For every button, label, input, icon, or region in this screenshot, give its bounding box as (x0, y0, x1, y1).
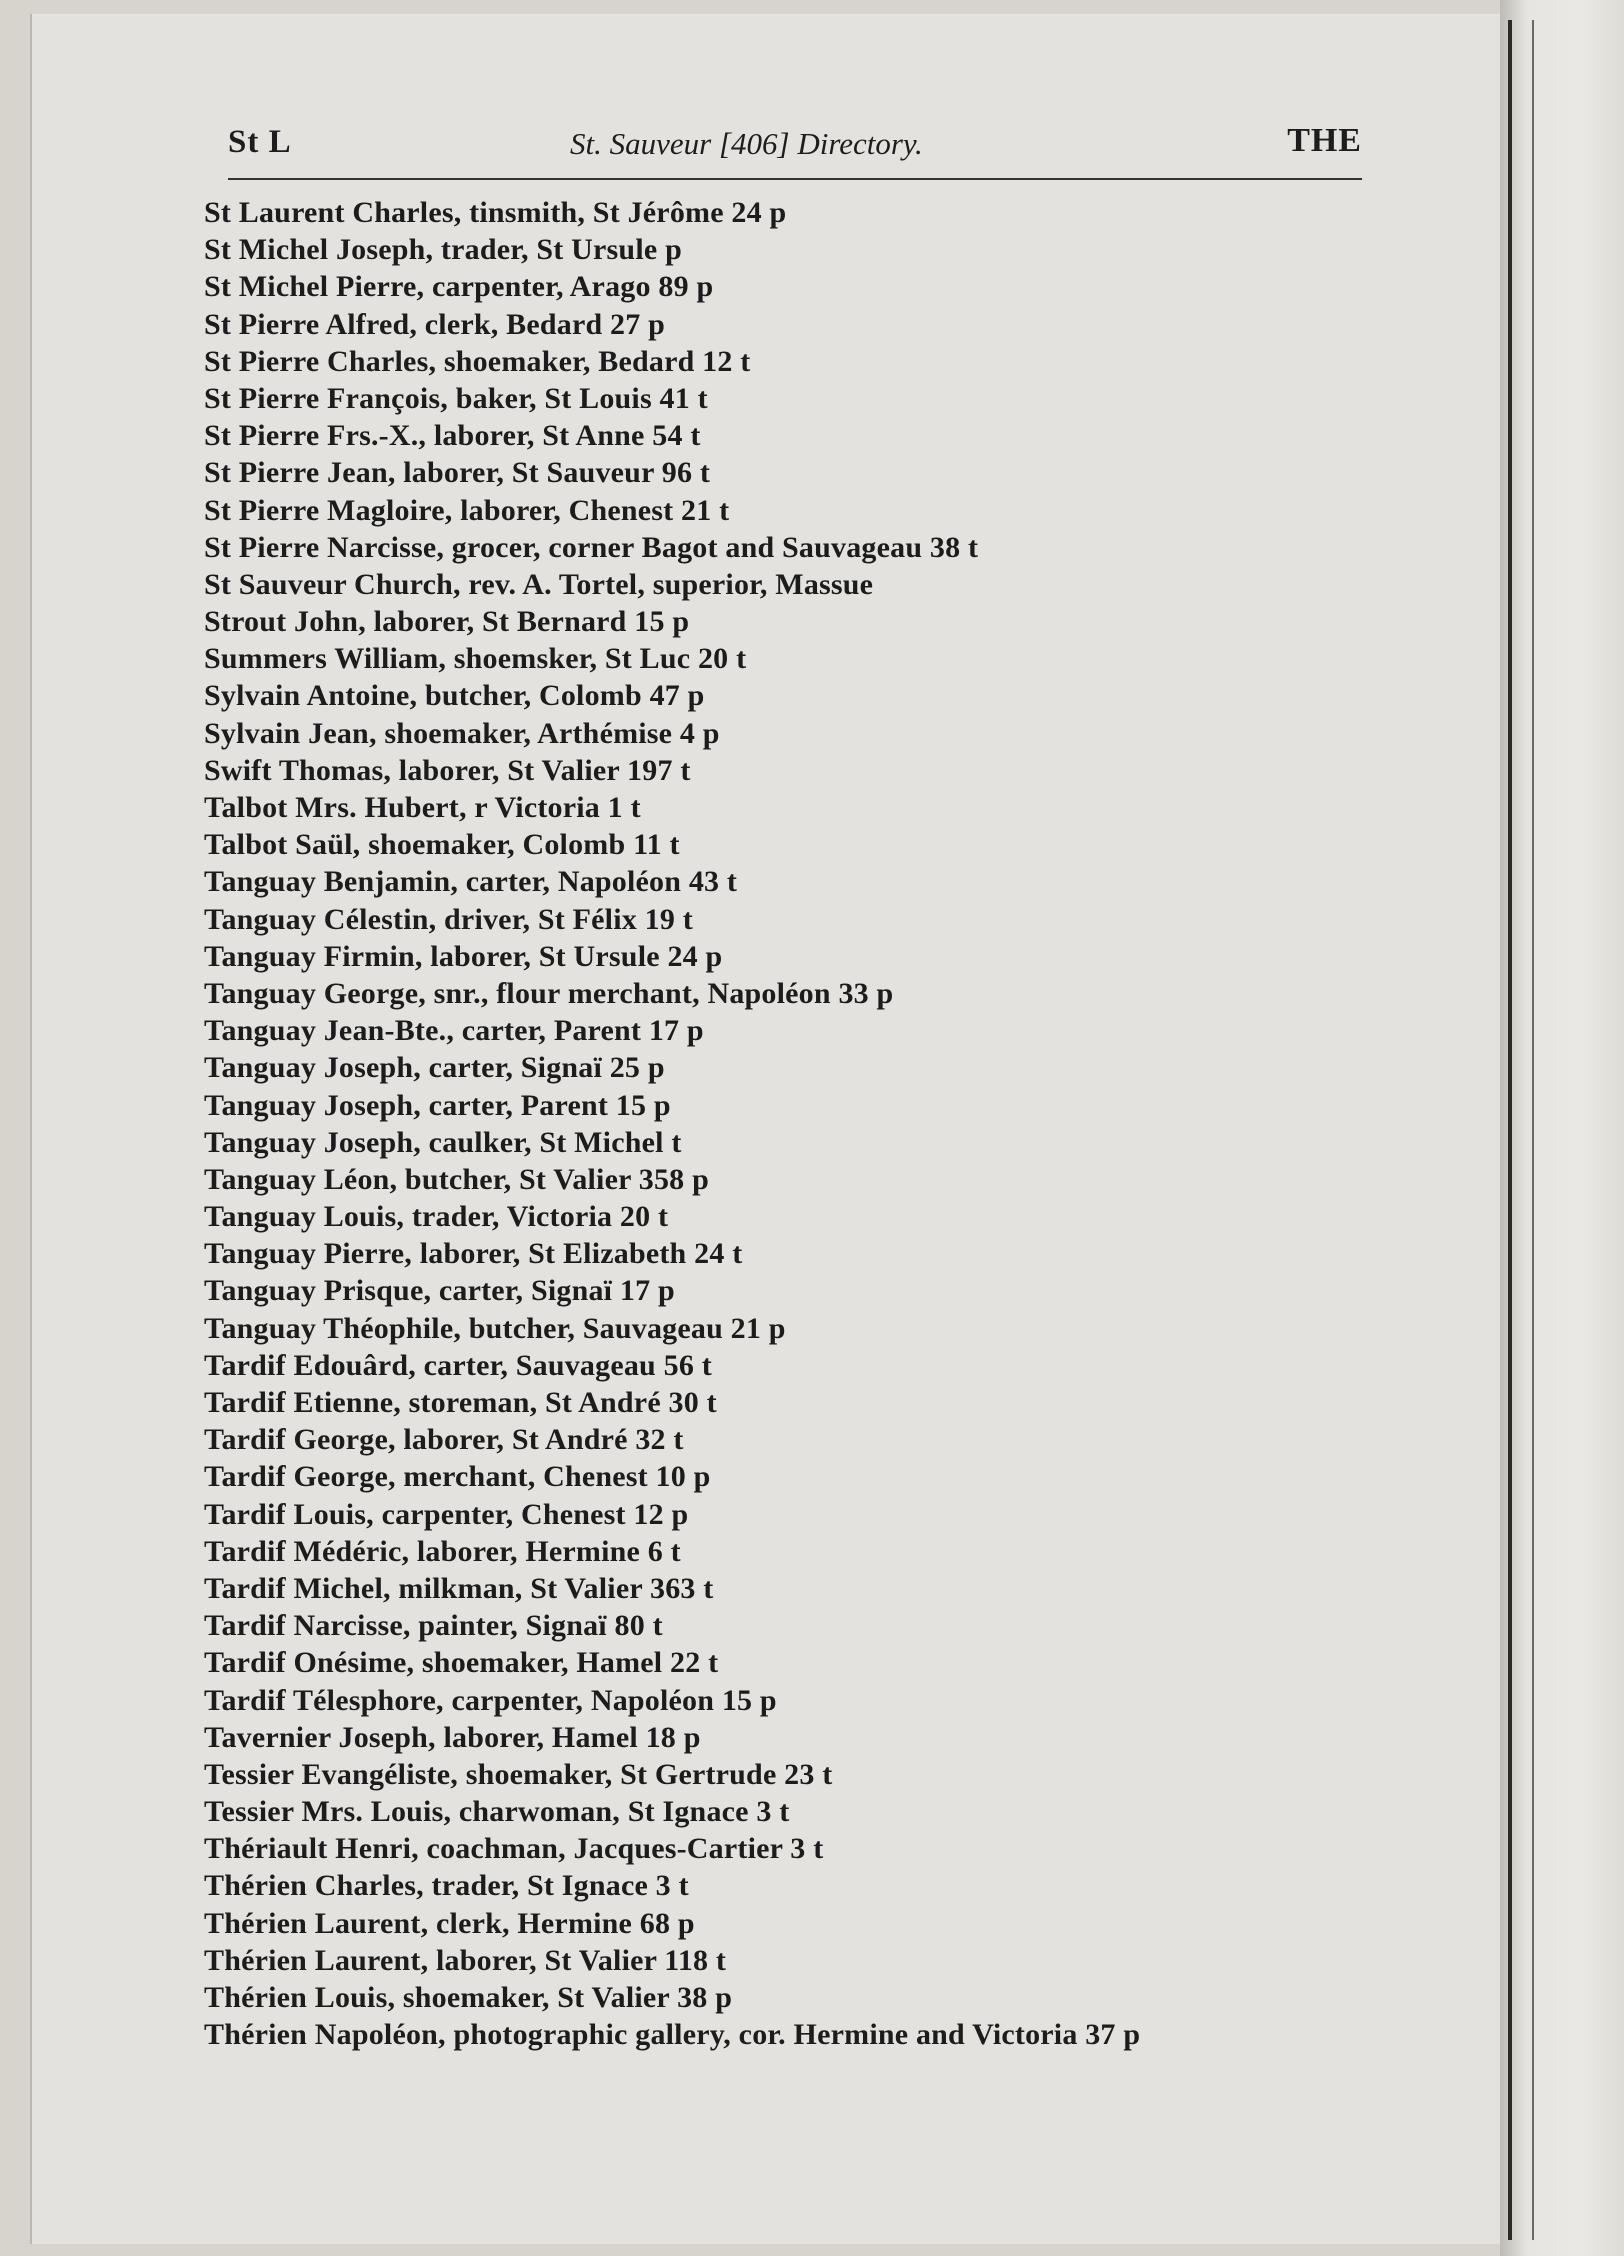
directory-entry: St Pierre Magloire, laborer, Chenest 21 t (204, 493, 730, 527)
directory-entry: St Michel Joseph, trader, St Ursule p (204, 233, 682, 267)
binding-line-secondary (1532, 20, 1534, 2240)
directory-entry: St Pierre Frs.-X., laborer, St Anne 54 t (204, 419, 701, 453)
directory-entry: Tanguay Léon, butcher, St Valier 358 p (204, 1162, 709, 1196)
directory-entry: Thérien Charles, trader, St Ignace 3 t (204, 1869, 689, 1903)
directory-entries (204, 194, 1394, 2053)
directory-entry: Tardif Michel, milkman, St Valier 363 t (204, 1571, 714, 1605)
directory-entry: Tardif Louis, carpenter, Chenest 12 p (204, 1497, 689, 1531)
directory-entry: Tanguay Pierre, laborer, St Elizabeth 24 t (204, 1237, 743, 1271)
directory-entry: Tanguay Benjamin, carter, Napoléon 43 t (204, 865, 738, 899)
directory-entry: Sylvain Antoine, butcher, Colomb 47 p (204, 679, 705, 713)
directory-entry: Tessier Mrs. Louis, charwoman, St Ignace 3 t (204, 1795, 790, 1829)
directory-entry: Swift Thomas, laborer, St Valier 197 t (204, 753, 691, 787)
directory-entry: Tanguay Joseph, carter, Parent 15 p (204, 1088, 671, 1122)
directory-entry: St Pierre Charles, shoemaker, Bedard 12 t (204, 344, 751, 378)
directory-entry: Tardif Etienne, storeman, St André 30 t (204, 1386, 717, 1419)
directory-entry: Tardif Narcisse, painter, Signaï 80 t (204, 1609, 663, 1643)
directory-entry: St Pierre Narcisse, grocer, corner Bagot and Sauvageau 38 t (204, 530, 979, 564)
directory-entry: St Michel Pierre, carpenter, Arago 89 p (204, 270, 714, 304)
directory-entry: Talbot Mrs. Hubert, r Victoria 1 t (204, 791, 641, 824)
binding-line (1508, 20, 1512, 2240)
directory-entry: Tanguay Jean-Bte., carter, Parent 17 p (204, 1014, 704, 1048)
directory-entry: Tanguay Louis, trader, Victoria 20 t (204, 1200, 669, 1234)
directory-entry: Thérien Napoléon, photographic gallery, cor. Hermine and Victoria 37 p (204, 2018, 1141, 2052)
directory-entry: Tanguay Joseph, caulker, St Michel t (204, 1125, 682, 1159)
directory-entry: Summers William, shoemsker, St Luc 20 t (204, 642, 747, 676)
directory-entry: Tessier Evangéliste, shoemaker, St Gertrude 23 t (204, 1757, 833, 1791)
directory-entry: Tardif George, laborer, St André 32 t (204, 1423, 684, 1457)
directory-entry: St Pierre Jean, laborer, St Sauveur 96 t (204, 456, 711, 490)
directory-entry: St Pierre Alfred, clerk, Bedard 27 p (204, 307, 666, 341)
directory-entry: Thérien Louis, shoemaker, St Valier 38 p (204, 1981, 733, 2014)
directory-entry: Tardif George, merchant, Chenest 10 p (204, 1460, 711, 1494)
directory-entry: Tanguay Joseph, carter, Signaï 25 p (204, 1051, 665, 1085)
directory-entry: Thérien Laurent, clerk, Hermine 68 p (204, 1906, 695, 1940)
directory-entry: St Laurent Charles, tinsmith, St Jérôme 24 p (204, 196, 787, 229)
directory-entry: Tanguay Célestin, driver, St Félix 19 t (204, 902, 693, 936)
header-rule (228, 178, 1362, 180)
header-title: St. Sauveur [406] Directory. (570, 126, 923, 161)
directory-entry: Thérien Laurent, laborer, St Valier 118 t (204, 1943, 727, 1977)
header-right-guide: THE (1287, 122, 1362, 159)
directory-entry: Strout John, laborer, St Bernard 15 p (204, 605, 690, 639)
directory-entry: Tanguay Théophile, butcher, Sauvageau 21 p (204, 1311, 786, 1345)
directory-entry: Sylvain Jean, shoemaker, Arthémise 4 p (204, 716, 720, 750)
directory-entry: Tavernier Joseph, laborer, Hamel 18 p (204, 1720, 701, 1754)
directory-entry: Tanguay Firmin, laborer, St Ursule 24 p (204, 939, 723, 973)
directory-entry: Thériault Henri, coachman, Jacques-Cartier 3 t (204, 1832, 824, 1866)
directory-entry: Tardif Télesphore, carpenter, Napoléon 15 p (204, 1683, 777, 1717)
running-header (228, 118, 1362, 174)
directory-entry: Tardif Edouârd, carter, Sauvageau 56 t (204, 1348, 712, 1382)
directory-entry: Tardif Médéric, laborer, Hermine 6 t (204, 1534, 681, 1568)
directory-entry: Tanguay George, snr., flour merchant, Napoléon 33 p (204, 976, 894, 1010)
directory-entry: Tanguay Prisque, carter, Signaï 17 p (204, 1274, 675, 1308)
facing-page-edge (1500, 0, 1624, 2256)
directory-entry: St Sauveur Church, rev. A. Tortel, superior, Massue (204, 567, 874, 601)
header-left-guide: St L (228, 124, 292, 160)
directory-entry: Tardif Onésime, shoemaker, Hamel 22 t (204, 1646, 719, 1680)
directory-entry: Talbot Saül, shoemaker, Colomb 11 t (204, 828, 680, 862)
directory-entry: St Pierre François, baker, St Louis 41 t (204, 381, 708, 415)
